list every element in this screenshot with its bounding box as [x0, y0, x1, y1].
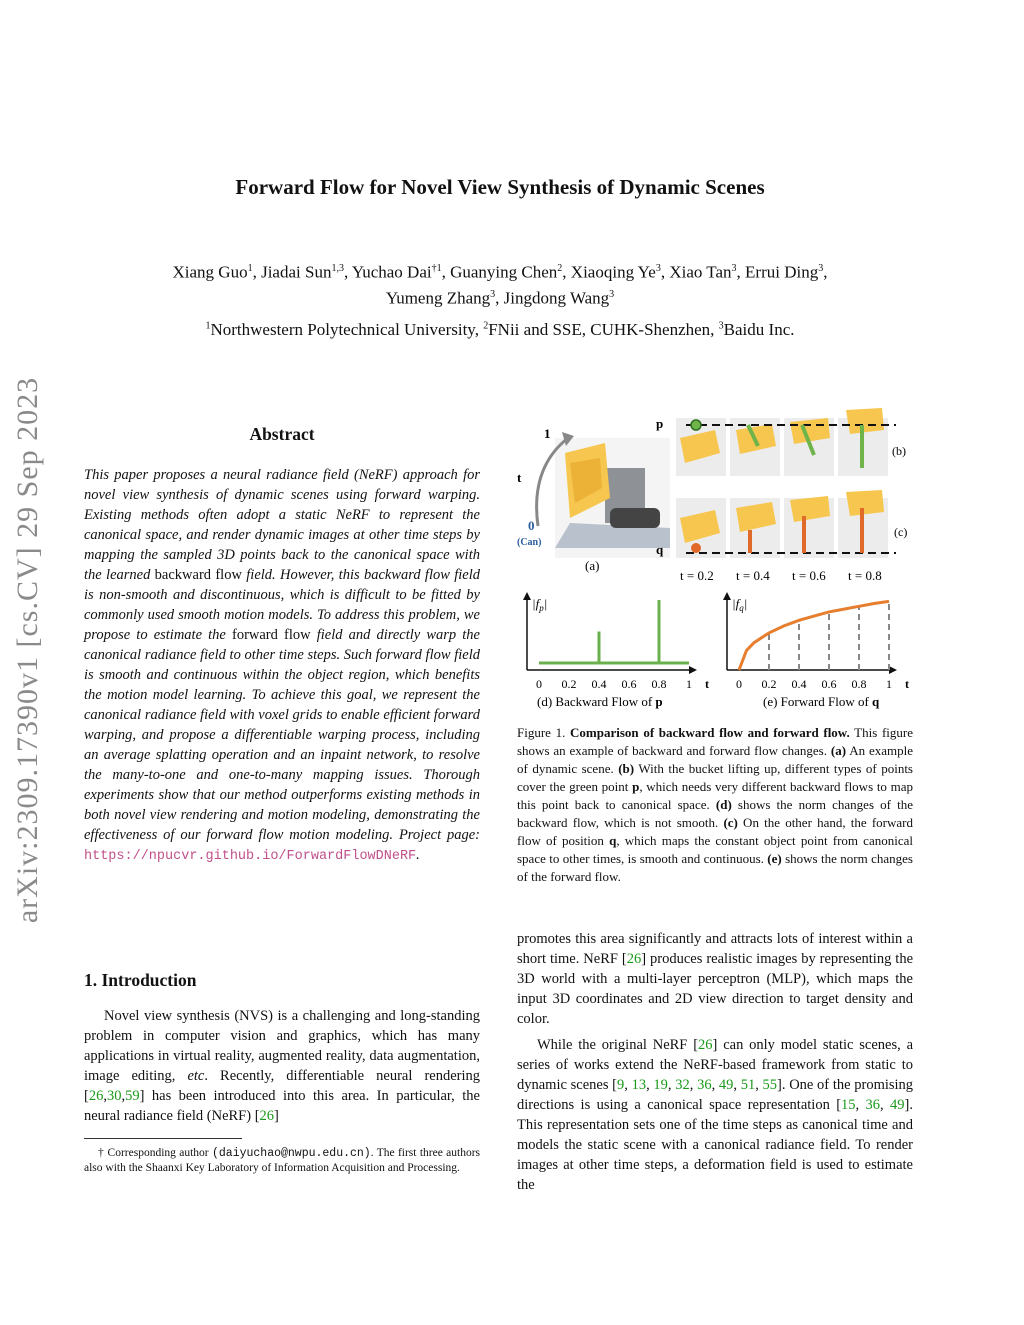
citation-link[interactable]: 49: [890, 1097, 905, 1113]
citation-link[interactable]: 15: [841, 1097, 856, 1113]
citation-link[interactable]: 30: [106, 1088, 122, 1104]
citation-link[interactable]: 26: [626, 951, 642, 967]
section-heading-introduction: 1. Introduction: [84, 970, 197, 990]
x-tick-label: 0.8: [651, 677, 667, 691]
label-q: q: [656, 542, 664, 557]
paragraph: While the original NeRF [26] can only model static scenes, a series of works extend the NeRF-based framework from static to dynamic scenes [9, 13, 19, 32, 36, 49, 51, 55]. One of the promising directions is using a canonical space representation [15, 36, 49]. This representation sets one of the time steps as canonical time and models the static scene with a canonical radiance field. To render images at other time steps, a deformation field is used to estimate the: [517, 1037, 914, 1193]
label-can: (Can): [517, 537, 542, 548]
scene-image-a: [537, 432, 670, 558]
paper-title: Forward Flow for Novel View Synthesis of Dynamic Scenes: [235, 175, 765, 199]
citation-link[interactable]: 9: [617, 1077, 625, 1093]
x-tick-label: 0.6: [821, 677, 837, 691]
x-tick-label: 0: [536, 677, 542, 691]
project-link[interactable]: https://npucvr.github.io/ForwardFlowDNeRF: [84, 849, 417, 864]
time-label: t = 0.4: [736, 568, 770, 583]
x-tick-label: 0: [736, 677, 742, 691]
label-0: 0: [528, 518, 535, 533]
label-1: 1: [544, 426, 551, 441]
intro-paragraph: Novel view synthesis (NVS) is a challenging and long-standing problem in computer vision and graphics, which has many applications in virtual reality, augmented reality, data augmentation, image editing, etc. Recently, differentiable neural rendering [26,30,59] has been introduced into this area. In particular, the neural radiance field (NeRF) [26]: [84, 1008, 481, 1124]
label-c: (c): [894, 525, 908, 539]
x-tick-label: 0.4: [791, 677, 807, 691]
chart-forward-flow: [723, 592, 909, 691]
label-p: p: [656, 416, 664, 431]
citation-link[interactable]: 59: [125, 1088, 140, 1104]
caption-d: (d) Backward Flow of p: [537, 694, 663, 709]
citation-link[interactable]: 55: [762, 1077, 778, 1093]
label-a: (a): [585, 558, 600, 573]
series-backward-flow: [539, 600, 689, 663]
time-label: t = 0.2: [680, 568, 714, 583]
citation-link[interactable]: 51: [740, 1077, 756, 1093]
footnote-divider: [84, 1138, 242, 1139]
ylabel-fq: $|f_q|$: [732, 596, 748, 613]
time-label: t = 0.6: [792, 568, 826, 583]
caption-e: (e) Forward Flow of q: [763, 694, 880, 709]
citation-link[interactable]: 13: [631, 1077, 647, 1093]
paragraph: promotes this area significantly and attracts lots of interest within a short time. NeRF [26] produces realistic images by representing the 3D world with a multi-layer perceptron (MLP), which maps the input 3D coordinates and 2D view direction to target density and color.: [517, 931, 914, 1027]
series-forward-flow: [739, 601, 889, 670]
citation-link[interactable]: 36: [865, 1097, 881, 1113]
label-b: (b): [892, 444, 906, 458]
row-c-images: [676, 490, 896, 558]
citation-link[interactable]: 19: [653, 1077, 668, 1093]
citation-link[interactable]: 32: [675, 1077, 690, 1093]
affiliations: $^1$Northwestern Polytechnical University, $^2$FNii and SSE, CUHK-Shenzhen, $^3$Baidu Inc.: [205, 320, 795, 339]
x-tick-label: 1: [686, 677, 692, 691]
x-axis-label: t: [905, 677, 909, 691]
abstract-heading: Abstract: [249, 424, 315, 444]
x-tick-label: 0.2: [761, 677, 777, 691]
citation-link[interactable]: 26: [88, 1088, 104, 1104]
label-t: t: [517, 470, 522, 485]
abstract-body: This paper proposes a neural radiance field (NeRF) approach for novel view synthesis of dynamic scenes using forward warping. Existing methods often adopt a static NeRF to represent the canonical space, and render dynamic images at other time steps by mapping the sampled 3D points back to the canonical space with the learned backward flow field. However, this backward flow field is non-smooth and discontinuous, which is difficult to be fitted by commonly used smooth motion models. To address this problem, we propose to estimate the forward flow field and directly warp the canonical radiance field to other time steps. Such forward flow field is smooth and continuous within the object region, which benefits the motion model learning. To achieve this goal, we represent the canonical radiance field with voxel grids to enable efficient forward warping, and propose a differentiable warping process, including an average splatting operation and an inpaint network, to resolve the many-to-one and one-to-many mapping issues. Thorough experiments show that our method outperforms existing methods in both novel view rendering and motion modeling, demonstrating the effectiveness of our forward flow motion modeling. Project page: https://npucvr.github.io/ForwardFlowDNeRF.: [84, 467, 481, 864]
time-label: t = 0.8: [848, 568, 882, 583]
chart-backward-flow: [523, 592, 709, 691]
figure-caption: Figure 1. Comparison of backward flow and forward flow. This figure shows an example of backward and forward flow changes. (a) An example of dynamic scene. (b) With the bucket lifting up, different types of points cover the green point p, which needs very different backward flows to map this point back to canonical space. (d) shows the norm changes of the backward flow, which is not smooth. (c) On the other hand, the forward flow of position q, which maps the constant object point from canonical space to other times, is smooth and continuous. (e) shows the norm changes of the forward flow.: [517, 725, 913, 884]
author-list: Xiang Guo$^1$, Jiadai Sun$^{1,3}$, Yuchao Dai$^{\dagger 1}$, Guanying Chen$^2$, Xiaoqing Ye$^3$, Xiao Tan$^3$, Errui Ding$^3$, Yumeng Zhang$^3$, Jingdong Wang$^3$: [172, 262, 828, 308]
citation-link[interactable]: 36: [697, 1077, 712, 1093]
citation-link[interactable]: 26: [259, 1108, 275, 1124]
figure-1: [510, 408, 920, 718]
citation-link[interactable]: 26: [698, 1037, 713, 1053]
footnote: † Corresponding author (daiyuchao@nwpu.edu.cn). The first three authors also with the Shaanxi Key Laboratory of Information Acquisition and Processing.: [84, 1147, 480, 1174]
x-tick-label: 0.2: [561, 677, 577, 691]
x-tick-label: 0.4: [591, 677, 607, 691]
row-b-images: [676, 408, 896, 476]
x-tick-label: 0.8: [851, 677, 867, 691]
x-tick-label: 1: [886, 677, 892, 691]
x-axis-label: t: [705, 677, 709, 691]
x-tick-label: 0.6: [621, 677, 637, 691]
right-column-text: [517, 929, 913, 1201]
citation-link[interactable]: 49: [718, 1077, 734, 1093]
ylabel-fp: $|f_p|$: [532, 596, 548, 613]
